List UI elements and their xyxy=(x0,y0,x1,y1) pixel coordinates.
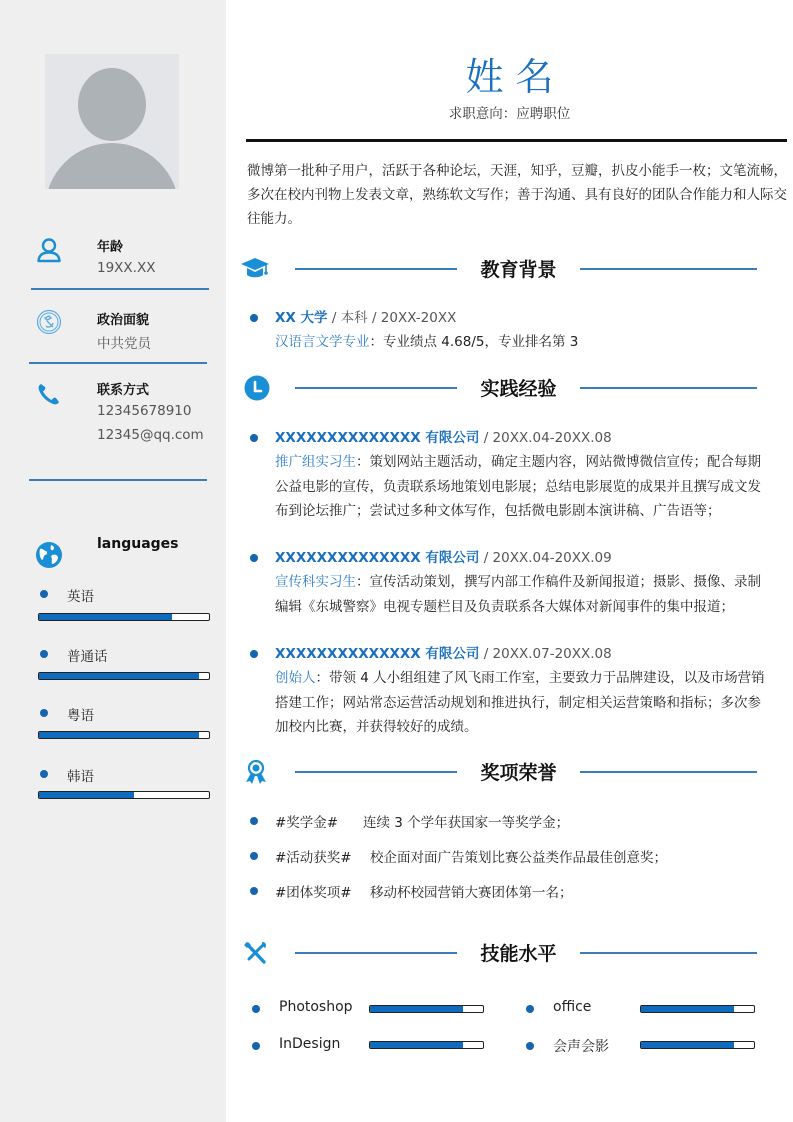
section-line-left xyxy=(295,952,457,954)
languages-title: languages xyxy=(97,536,179,552)
info-label: 联系方式 xyxy=(97,383,150,398)
divider xyxy=(31,288,209,290)
skill-name: office xyxy=(553,999,592,1015)
bullet-dot xyxy=(250,887,258,895)
info-label: 年龄 xyxy=(97,240,124,255)
award-desc: 移动杯校园营销大赛团体第一名； xyxy=(370,885,573,901)
bullet-dot xyxy=(40,590,48,598)
bullet-dot xyxy=(526,1005,534,1013)
skill-name: InDesign xyxy=(279,1036,341,1052)
language-level-bar xyxy=(38,613,210,621)
phone-number: 12345678910 xyxy=(97,403,192,419)
entry-body xyxy=(275,330,765,355)
info-value: 19XX.XX xyxy=(97,260,156,276)
info-value: 中共党员 xyxy=(97,336,151,352)
main-content xyxy=(226,0,793,1122)
award-item xyxy=(226,846,793,868)
entry-body xyxy=(275,570,765,619)
entry-meta: / 20XX.07-20XX.08 xyxy=(479,646,612,662)
section-education-header xyxy=(226,254,793,284)
entry-desc: ：专业绩点 4.68/5，专业排名第 3 xyxy=(369,334,579,350)
award-item xyxy=(226,811,793,833)
entry-body xyxy=(275,450,765,524)
language-level-fill xyxy=(39,732,199,738)
company-name: XXXXXXXXXXXXXX 有限公司 xyxy=(275,430,480,446)
section-line-left xyxy=(295,387,457,389)
language-name: 韩语 xyxy=(67,769,94,785)
section-line-right xyxy=(580,771,757,773)
entry-header xyxy=(275,642,612,662)
clock-icon xyxy=(240,375,270,401)
section-line-right xyxy=(580,268,757,270)
sidebar xyxy=(0,0,226,1122)
entry-meta: / 20XX.04-20XX.08 xyxy=(479,430,612,446)
language-item xyxy=(0,645,226,685)
section-line-left xyxy=(295,268,457,270)
entry-desc: ：带领 4 人小组组建了风飞雨工作室，主要致力于品牌建设，以及市场营销搭建工作；网站常态运营活动规划和推进执行，制定相关运营策略和指标；多次参加校内比赛，并获得较好的成绩。 xyxy=(275,670,765,735)
entry-header xyxy=(275,306,456,326)
bullet-dot xyxy=(252,1042,260,1050)
company-name: XXXXXXXXXXXXXX 有限公司 xyxy=(275,550,480,566)
major: 汉语言文学专业 xyxy=(275,334,370,350)
language-item xyxy=(0,585,226,625)
info-label: 政治面貌 xyxy=(97,313,150,328)
globe-icon xyxy=(35,541,63,569)
graduation-cap-icon xyxy=(240,256,270,282)
language-name: 粤语 xyxy=(67,708,94,724)
person-icon xyxy=(36,237,62,263)
award-desc: 连续 3 个学年获国家一等奖学金； xyxy=(363,815,570,831)
job-role: 宣传科实习生 xyxy=(275,574,356,590)
skill-level-bar xyxy=(369,1005,484,1013)
avatar-placeholder xyxy=(45,54,179,189)
entry-header xyxy=(275,546,612,566)
skill-level-fill xyxy=(641,1042,734,1048)
school-name: XX 大学 xyxy=(275,310,328,326)
language-name: 英语 xyxy=(67,589,94,605)
candidate-name: 姓名 xyxy=(465,55,566,99)
award-tag: #活动获奖# xyxy=(275,850,352,866)
skill-level-bar xyxy=(640,1005,755,1013)
bullet-dot xyxy=(250,554,258,562)
award-desc: 校企面对面广告策划比赛公益类作品最佳创意奖； xyxy=(370,850,667,866)
job-role: 创始人 xyxy=(275,670,316,686)
language-level-bar xyxy=(38,672,210,680)
bullet-dot xyxy=(250,314,258,322)
self-summary: 微博第一批种子用户，活跃于各种论坛，天涯，知乎，豆瓣，扒皮小能手一枚；文笔流畅，多次在校内刊物上发表文章，熟练软文写作；善于沟通、具有良好的团队合作能力和人际交往能力。 xyxy=(247,163,787,227)
bullet-dot xyxy=(526,1042,534,1050)
language-level-fill xyxy=(39,673,199,679)
section-line-right xyxy=(580,952,757,954)
job-role: 推广组实习生 xyxy=(275,454,356,470)
skill-name: Photoshop xyxy=(279,999,353,1015)
language-level-bar xyxy=(38,731,210,739)
skill-level-bar xyxy=(640,1041,755,1049)
skill-level-fill xyxy=(370,1042,463,1048)
section-awards-header xyxy=(226,757,793,787)
divider xyxy=(29,362,207,364)
bullet-dot xyxy=(250,650,258,658)
award-tag: #团体奖项# xyxy=(275,885,352,901)
language-level-bar xyxy=(38,791,210,799)
bullet-dot xyxy=(40,650,48,658)
skill-level-fill xyxy=(641,1006,734,1012)
email-address: 12345@qq.com xyxy=(97,427,204,443)
job-intent: 求职意向：应聘职位 xyxy=(448,106,571,122)
entry-header xyxy=(275,426,612,446)
entry-meta: / 本科 / 20XX-20XX xyxy=(327,310,457,326)
header-rule xyxy=(246,139,787,142)
skill-level-fill xyxy=(370,1006,463,1012)
avatar-head-shape xyxy=(78,68,146,141)
skill-item xyxy=(526,1036,766,1058)
entry-body xyxy=(275,666,765,740)
bullet-dot xyxy=(250,817,258,825)
avatar-body-shape xyxy=(45,143,179,189)
language-level-fill xyxy=(39,614,172,620)
section-title: 奖项荣誉 xyxy=(480,762,557,784)
skill-item xyxy=(252,1036,492,1058)
language-item xyxy=(0,765,226,805)
bullet-dot xyxy=(40,770,48,778)
bullet-dot xyxy=(250,434,258,442)
language-item xyxy=(0,704,226,744)
ribbon-medal-icon xyxy=(240,759,270,785)
section-line-left xyxy=(295,771,457,773)
section-title: 技能水平 xyxy=(480,943,557,965)
skill-name: 会声会影 xyxy=(553,1039,609,1055)
language-name: 普通话 xyxy=(67,649,108,665)
skill-item xyxy=(526,999,766,1021)
section-line-right xyxy=(580,387,757,389)
bullet-dot xyxy=(40,709,48,717)
entry-desc: ：策划网站主题活动，确定主题内容，网站微博微信宣传；配合每期公益电影的宣传，负责联系场地策划电影展；总结电影展览的成果并且撰写成文发布到论坛推广；尝试过多种文体写作，包括微电影剧本演讲稿、广告语等； xyxy=(275,454,761,519)
language-level-fill xyxy=(39,792,134,798)
company-name: XXXXXXXXXXXXXX 有限公司 xyxy=(275,646,480,662)
tools-icon xyxy=(240,940,270,966)
bullet-dot xyxy=(250,852,258,860)
skill-item xyxy=(252,999,492,1021)
phone-icon xyxy=(36,381,62,407)
entry-desc: ：宣传活动策划，撰写内部工作稿件及新闻报道；摄影、摄像、录制编辑《东城警察》电视专题栏目及负责联系各大媒体对新闻事件的集中报道； xyxy=(275,574,761,615)
party-emblem-icon xyxy=(36,309,62,335)
section-title: 教育背景 xyxy=(480,259,557,281)
section-title: 实践经验 xyxy=(480,378,557,400)
divider xyxy=(29,479,207,481)
award-item xyxy=(226,881,793,903)
award-tag: #奖学金# xyxy=(275,815,339,831)
skill-level-bar xyxy=(369,1041,484,1049)
section-skills-header xyxy=(226,938,793,968)
entry-meta: / 20XX.04-20XX.09 xyxy=(479,550,612,566)
bullet-dot xyxy=(252,1005,260,1013)
section-experience-header xyxy=(226,373,793,403)
